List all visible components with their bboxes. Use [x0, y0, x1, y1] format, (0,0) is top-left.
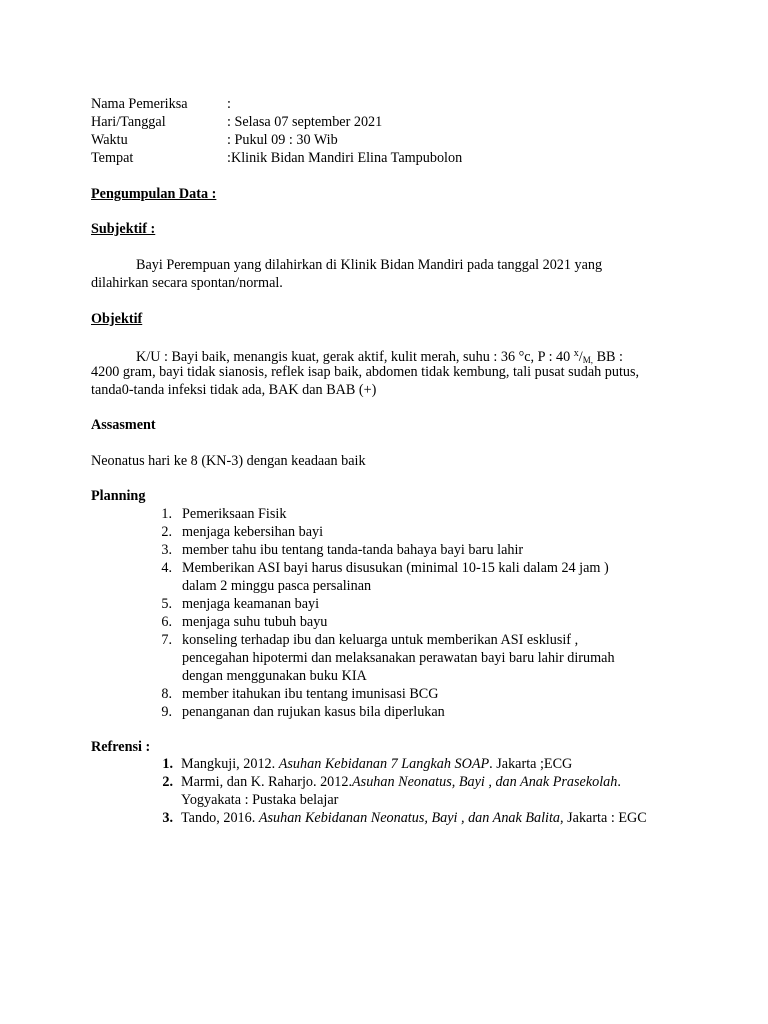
- reference-number: 3.: [162, 810, 173, 826]
- reference-publisher: .: [617, 774, 621, 790]
- list-item-text-continued: dalam 2 minggu pasca persalinan: [182, 578, 372, 594]
- list-item-number: 6.: [161, 614, 172, 630]
- reference-author: Tando, 2016.: [181, 810, 259, 826]
- header-label-examiner: Nama Pemeriksa: [91, 96, 188, 112]
- reference-book-title: Asuhan Kebidanan Neonatus, Bayi , dan Anak Balita: [258, 810, 561, 826]
- header-value-time: : Pukul 09 : 30 Wib: [227, 132, 338, 148]
- list-item-text: menjaga keamanan bayi: [182, 596, 320, 612]
- header-label-place: Tempat: [91, 150, 134, 166]
- list-item-text: menjaga suhu tubuh bayu: [182, 614, 328, 630]
- reference-number: 2.: [162, 774, 173, 790]
- header-label-time: Waktu: [91, 132, 128, 148]
- pulse-unit-slash: /: [578, 349, 583, 365]
- pulse-unit-superscript: x: [573, 348, 579, 359]
- list-item-number: 7.: [161, 632, 172, 648]
- reference-text: [181, 809, 647, 827]
- list-item-number: 5.: [161, 596, 172, 612]
- objective-text-line-2: 4200 gram, bayi tidak sianosis, reflek isap baik, abdomen tidak kembung, tali pusat sudah putus,: [91, 364, 640, 380]
- reference-text: [181, 773, 621, 791]
- list-item-text: Pemeriksaan Fisik: [182, 506, 287, 522]
- list-item-number: 9.: [161, 704, 172, 720]
- header-label-date: Hari/Tanggal: [91, 114, 166, 130]
- objective-text-line-3: tanda0-tanda infeksi tidak ada, BAK dan BAB (+): [91, 382, 377, 398]
- subjective-text-line-1: Bayi Perempuan yang dilahirkan di Klinik Bidan Mandiri pada tanggal 2021 yang: [136, 257, 603, 273]
- list-item-text: konseling terhadap ibu dan keluarga untuk memberikan ASI esklusif ,: [182, 632, 579, 648]
- header-value-place: :Klinik Bidan Mandiri Elina Tampubolon: [227, 150, 463, 166]
- objective-text-line-1-end: BB :: [593, 349, 623, 365]
- list-item-text: Memberikan ASI bayi harus disusukan (minimal 10-15 kali dalam 24 jam ): [182, 560, 609, 576]
- section-title-references: Refrensi :: [91, 739, 151, 755]
- list-item-number: 1.: [161, 506, 172, 522]
- header-value-examiner: :: [227, 96, 231, 112]
- assessment-text: Neonatus hari ke 8 (KN-3) dengan keadaan baik: [91, 453, 366, 469]
- list-item-text: menjaga kebersihan bayi: [182, 524, 324, 540]
- objective-text-line-1-main: K/U : Bayi baik, menangis kuat, gerak aktif, kulit merah, suhu : 36 °c, P : 40: [136, 349, 574, 365]
- section-title-subjective: Subjektif :: [91, 221, 156, 237]
- section-title-data-collection: Pengumpulan Data :: [91, 186, 217, 202]
- list-item-text-continued: dengan menggunakan buku KIA: [182, 668, 367, 684]
- list-item-number: 3.: [161, 542, 172, 558]
- reference-book-title: Asuhan Neonatus, Bayi , dan Anak Prasekolah: [352, 774, 618, 790]
- list-item-text: penanganan dan rujukan kasus bila diperlukan: [182, 704, 445, 720]
- reference-publisher: . Jakarta ;ECG: [489, 756, 573, 772]
- reference-publisher: , Jakarta : EGC: [560, 810, 647, 826]
- list-item-number: 4.: [161, 560, 172, 576]
- reference-text: [181, 755, 572, 773]
- section-title-planning: Planning: [91, 488, 146, 504]
- reference-text-continued: Yogyakata : Pustaka belajar: [181, 792, 339, 808]
- reference-number: 1.: [162, 756, 173, 772]
- reference-author: Marmi, dan K. Raharjo. 2012.: [181, 774, 353, 790]
- list-item-text: member tahu ibu tentang tanda-tanda bahaya bayi baru lahir: [182, 542, 524, 558]
- list-item-number: 2.: [161, 524, 172, 540]
- subjective-text-line-2: dilahirkan secara spontan/normal.: [91, 275, 283, 291]
- list-item-text-continued: pencegahan hipotermi dan melaksanakan perawatan bayi baru lahir dirumah: [182, 650, 615, 666]
- header-value-date: : Selasa 07 september 2021: [227, 114, 383, 130]
- reference-author: Mangkuji, 2012.: [181, 756, 279, 772]
- reference-book-title: Asuhan Kebidanan 7 Langkah SOAP: [278, 756, 490, 772]
- section-title-objective: Objektif: [91, 311, 143, 327]
- section-title-assessment: Assasment: [91, 417, 156, 433]
- list-item-number: 8.: [161, 686, 172, 702]
- list-item-text: member itahukan ibu tentang imunisasi BCG: [182, 686, 439, 702]
- pulse-unit-subscript: M,: [582, 355, 594, 365]
